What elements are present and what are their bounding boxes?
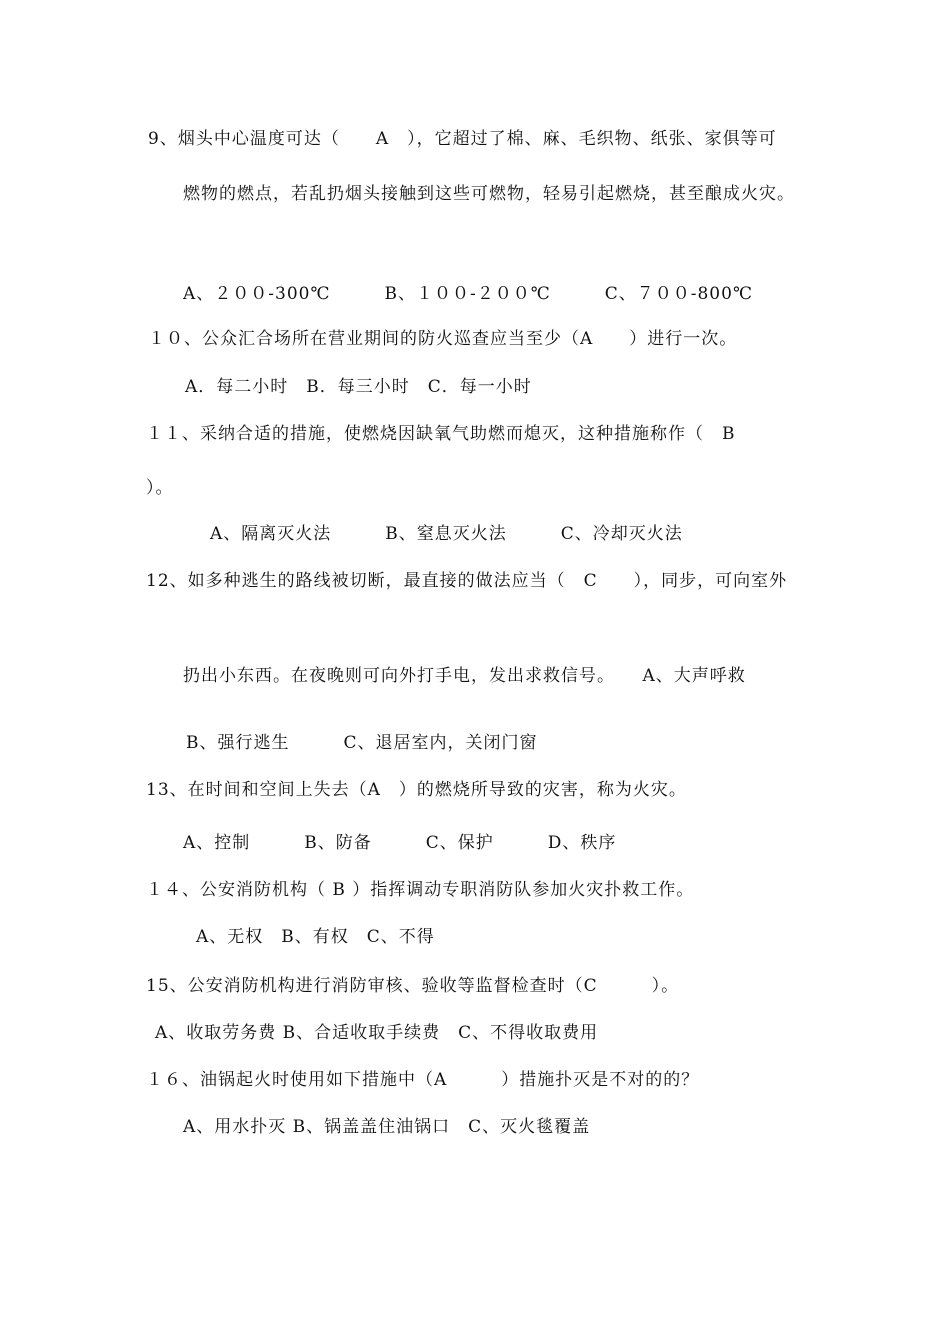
question-9-stem-continued: 燃物的燃点，若乱扔烟头接触到这些可燃物，轻易引起燃烧，甚至酿成火灾。 (183, 184, 795, 204)
question-12-stem: 12、如多种逃生的路线被切断，最直接的做法应当（ C ），同步，可向室外 (146, 571, 788, 591)
question-16-stem: １６、油锅起火时使用如下措施中（A ）措施扑灭是不对的的？ (146, 1070, 700, 1090)
question-9-stem: 9、烟头中心温度可达（ A ），它超过了棉、麻、毛织物、纸张、家俱等可 (148, 129, 777, 149)
question-13-options: A、控制 B、防备 C、保护 D、秩序 (183, 833, 617, 853)
question-11-options: A、隔离灭火法 B、窒息灭火法 C、冷却灭火法 (210, 524, 683, 544)
question-14-options: A、无权 B、有权 C、不得 (196, 927, 435, 947)
question-13-stem: 13、在时间和空间上失去（A ）的燃烧所导致的灾害，称为火灾。 (146, 780, 687, 800)
question-12-stem-continued: 扔出小东西。在夜晚则可向外打手电，发出求救信号。 A、大声呼救 (183, 666, 746, 686)
question-10-options: A．每二小时 B．每三小时 C．每一小时 (185, 377, 532, 397)
question-14-stem: １４、公安消防机构（ B ）指挥调动专职消防队参加火灾扑救工作。 (146, 880, 695, 900)
question-15-stem: 15、公安消防机构进行消防审核、验收等监督检查时（C ）。 (146, 976, 680, 996)
question-9-options: A、２００-300℃ B、１００-２００℃ C、７００-800℃ (183, 284, 753, 304)
question-10-stem: １０、公众汇合场所在营业期间的防火巡查应当至少（A ）进行一次。 (148, 329, 738, 349)
question-11-stem-continued: ）。 (146, 478, 174, 498)
question-11-stem: １１、采纳合适的措施，使燃烧因缺氧气助燃而熄灭，这种措施称作（ B (146, 424, 736, 444)
question-15-options: A、收取劳务费 B、合适收取手续费 C、不得收取费用 (155, 1023, 599, 1043)
question-16-options: A、用水扑灭 B、锅盖盖住油锅口 C、灭火毯覆盖 (183, 1117, 591, 1137)
question-12-options: B、强行逃生 C、退居室内，关闭门窗 (186, 733, 538, 753)
